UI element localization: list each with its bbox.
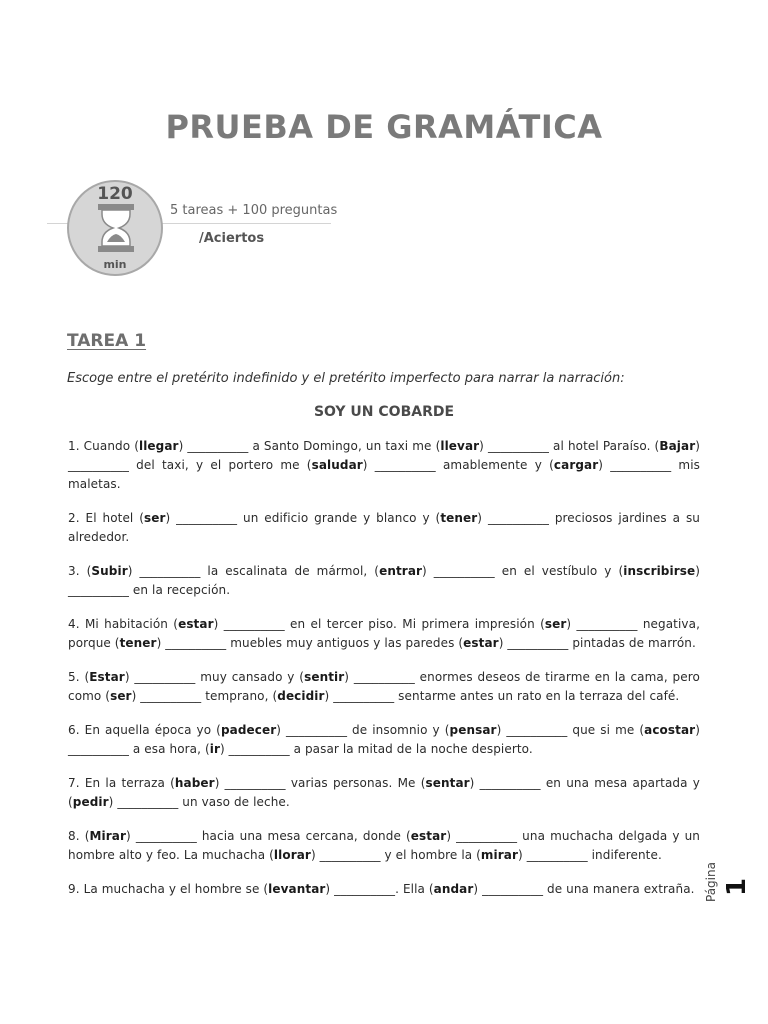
exercise-text: 2. El hotel ( bbox=[68, 511, 144, 525]
exercise-item bbox=[68, 615, 700, 653]
exercise-text: indiferente. bbox=[587, 848, 662, 862]
verb-prompt: llegar bbox=[139, 439, 179, 453]
exercise-text: varias personas. Me ( bbox=[285, 776, 426, 790]
exercise-text: en la recepción. bbox=[129, 583, 231, 597]
exercise-text: ) bbox=[695, 723, 700, 737]
exercise-text: ) bbox=[479, 439, 488, 453]
exercise-text: ) bbox=[219, 742, 229, 756]
hourglass-icon bbox=[97, 204, 135, 252]
verb-prompt: Estar bbox=[89, 670, 125, 684]
exercise-text: ) bbox=[498, 636, 508, 650]
exercise-text: 3. ( bbox=[68, 564, 92, 578]
answer-blank[interactable]: __________ bbox=[187, 439, 249, 453]
exercise-item bbox=[68, 509, 700, 547]
exercise-text: ) bbox=[124, 670, 135, 684]
exercise-item bbox=[68, 437, 700, 494]
exercise-text: muy cansado y ( bbox=[195, 670, 305, 684]
answer-blank[interactable]: __________ bbox=[353, 670, 415, 684]
answer-blank[interactable]: __________ bbox=[228, 742, 290, 756]
exercise-text: 5. ( bbox=[68, 670, 90, 684]
verb-prompt: ser bbox=[544, 617, 567, 631]
exercise-text: ) bbox=[310, 848, 320, 862]
exercise-text: ) bbox=[344, 670, 354, 684]
exercise-text: ) bbox=[213, 617, 224, 631]
exercise-text: negativa, porque ( bbox=[68, 617, 700, 650]
exercise-text: ) bbox=[517, 848, 527, 862]
answer-blank[interactable]: __________ bbox=[456, 829, 518, 843]
exercise-text: ) bbox=[473, 882, 483, 896]
verb-prompt: pensar bbox=[449, 723, 497, 737]
exercise-text: ) bbox=[477, 511, 488, 525]
verb-prompt: acostar bbox=[644, 723, 696, 737]
verb-prompt: ser bbox=[144, 511, 166, 525]
exercise-item bbox=[68, 668, 700, 706]
answer-blank[interactable]: __________ bbox=[334, 882, 396, 896]
exercise-text: ) bbox=[108, 795, 118, 809]
exercise-item bbox=[68, 880, 700, 899]
verb-prompt: haber bbox=[174, 776, 215, 790]
verb-prompt: Mirar bbox=[89, 829, 126, 843]
verb-prompt: tener bbox=[119, 636, 157, 650]
exercise-text: ) bbox=[695, 439, 701, 453]
exercise-text: ) bbox=[446, 829, 457, 843]
answer-blank[interactable]: __________ bbox=[224, 776, 286, 790]
exercise-text: al hotel Paraíso. ( bbox=[549, 439, 660, 453]
exercise-text: a Santo Domingo, un taxi me ( bbox=[248, 439, 441, 453]
page-label: Página bbox=[704, 862, 718, 902]
verb-prompt: estar bbox=[178, 617, 214, 631]
verb-prompt: tener bbox=[440, 511, 478, 525]
exercise-text: 7. En la terraza ( bbox=[68, 776, 175, 790]
answer-blank[interactable]: __________ bbox=[140, 689, 202, 703]
exercise-text: ) bbox=[325, 882, 335, 896]
verb-prompt: llevar bbox=[440, 439, 480, 453]
answer-blank[interactable]: __________ bbox=[68, 583, 129, 597]
answer-blank[interactable]: __________ bbox=[576, 617, 638, 631]
answer-blank[interactable]: __________ bbox=[487, 511, 549, 525]
verb-prompt: pedir bbox=[72, 795, 109, 809]
answer-blank[interactable]: __________ bbox=[68, 458, 129, 472]
page-number: 1 bbox=[722, 877, 752, 896]
exercise-text: sentarme antes un rato en la terraza del café. bbox=[394, 689, 680, 703]
exercise-text: de insomnio y ( bbox=[347, 723, 450, 737]
answer-blank[interactable]: __________ bbox=[135, 829, 197, 843]
exercise-text: 1. Cuando ( bbox=[68, 439, 139, 453]
verb-prompt: andar bbox=[433, 882, 474, 896]
exercise-text: ) bbox=[598, 458, 611, 472]
exercise-text: enormes deseos de tirarme en la cama, pero como ( bbox=[68, 670, 700, 703]
verb-prompt: llorar bbox=[273, 848, 311, 862]
answer-blank[interactable]: __________ bbox=[139, 564, 201, 578]
answer-blank[interactable]: __________ bbox=[333, 689, 395, 703]
exercise-text: preciosos jardines a su alrededor. bbox=[68, 511, 700, 544]
verb-prompt: Bajar bbox=[659, 439, 696, 453]
verb-prompt: saludar bbox=[311, 458, 363, 472]
exercise-text: temprano, ( bbox=[201, 689, 278, 703]
exercise-text: 8. ( bbox=[68, 829, 90, 843]
exercise-text: a esa hora, ( bbox=[129, 742, 210, 756]
verb-prompt: Subir bbox=[91, 564, 128, 578]
answer-blank[interactable]: __________ bbox=[176, 511, 238, 525]
exercise-text: ) bbox=[324, 689, 334, 703]
exercise-list bbox=[68, 437, 700, 914]
exercise-text: ) bbox=[566, 617, 577, 631]
answer-blank[interactable]: __________ bbox=[68, 742, 129, 756]
exercise-text: . Ella ( bbox=[395, 882, 434, 896]
exercise-text: ) bbox=[469, 776, 480, 790]
exercise-text: ) bbox=[276, 723, 287, 737]
exercise-text: pintadas de marrón. bbox=[568, 636, 696, 650]
verb-prompt: ir bbox=[209, 742, 220, 756]
exercise-text: ) bbox=[125, 829, 136, 843]
verb-prompt: sentir bbox=[304, 670, 345, 684]
exercise-text: del taxi, y el portero me ( bbox=[129, 458, 312, 472]
exercise-text: y el hombre la ( bbox=[380, 848, 481, 862]
exercise-text: una muchacha delgada y un hombre alto y feo. La muchacha ( bbox=[68, 829, 700, 862]
exercise-text: ) bbox=[422, 564, 434, 578]
verb-prompt: estar bbox=[410, 829, 447, 843]
exercise-text: la escalinata de mármol, ( bbox=[200, 564, 380, 578]
answer-blank[interactable]: __________ bbox=[488, 439, 549, 453]
exercise-text: en el tercer piso. Mi primera impresión ( bbox=[284, 617, 545, 631]
answer-blank[interactable]: __________ bbox=[479, 776, 541, 790]
exercise-text: a pasar la mitad de la noche despierto. bbox=[289, 742, 533, 756]
verb-prompt: sentar bbox=[425, 776, 470, 790]
exercise-text: hacia una mesa cercana, donde ( bbox=[196, 829, 411, 843]
answer-blank[interactable]: __________ bbox=[117, 795, 179, 809]
exercise-text: 6. En aquella época yo ( bbox=[68, 723, 221, 737]
exercise-text: ) bbox=[496, 723, 507, 737]
verb-prompt: entrar bbox=[379, 564, 423, 578]
exercise-text: 4. Mi habitación ( bbox=[68, 617, 179, 631]
answer-blank[interactable]: __________ bbox=[507, 636, 569, 650]
exercise-text: de una manera extraña. bbox=[543, 882, 695, 896]
verb-prompt: estar bbox=[463, 636, 499, 650]
exercise-text: ) bbox=[695, 564, 701, 578]
page-number-block bbox=[700, 840, 760, 900]
answer-blank[interactable]: __________ bbox=[286, 723, 348, 737]
answer-blank[interactable]: __________ bbox=[165, 636, 227, 650]
exercise-text: ) bbox=[127, 564, 140, 578]
exercise-text: un edificio grande y blanco y ( bbox=[237, 511, 441, 525]
section-heading: TAREA 1 bbox=[67, 331, 147, 351]
exercise-item bbox=[68, 562, 700, 600]
answer-blank[interactable]: __________ bbox=[433, 564, 495, 578]
exercise-text: ) bbox=[156, 636, 166, 650]
answer-blank[interactable]: __________ bbox=[223, 617, 285, 631]
story-title: SOY UN COBARDE bbox=[313, 404, 455, 420]
verb-prompt: mirar bbox=[480, 848, 518, 862]
exercise-text: en una mesa apartada y ( bbox=[68, 776, 700, 809]
exercise-text: ) bbox=[214, 776, 225, 790]
exercise-text: ) bbox=[165, 511, 177, 525]
exercise-item bbox=[68, 827, 700, 865]
answer-blank[interactable]: __________ bbox=[526, 848, 588, 862]
answer-blank[interactable]: __________ bbox=[506, 723, 568, 737]
exercise-text: ) bbox=[131, 689, 141, 703]
exercise-text: ) bbox=[178, 439, 188, 453]
exercise-text: en el vestíbulo y ( bbox=[494, 564, 624, 578]
exercise-text: muebles muy antiguos y las paredes ( bbox=[226, 636, 464, 650]
page-title: PRUEBA DE GRAMÁTICA bbox=[165, 108, 603, 146]
exercise-text: mis maletas. bbox=[68, 458, 700, 491]
verb-prompt: decidir bbox=[277, 689, 325, 703]
time-minutes: 120 bbox=[97, 184, 133, 204]
exercise-text: amablemente y ( bbox=[435, 458, 554, 472]
exercise-text: 9. La muchacha y el hombre se ( bbox=[68, 882, 269, 896]
answer-blank[interactable]: __________ bbox=[134, 670, 196, 684]
section-instructions: Escoge entre el pretérito indefinido y el pretérito imperfecto para narrar la narración: bbox=[67, 371, 625, 386]
verb-prompt: inscribirse bbox=[623, 564, 696, 578]
answer-blank[interactable]: __________ bbox=[319, 848, 381, 862]
verb-prompt: levantar bbox=[268, 882, 326, 896]
tasks-summary: 5 tareas + 100 preguntas bbox=[170, 203, 338, 218]
verb-prompt: ser bbox=[110, 689, 132, 703]
answer-blank[interactable]: __________ bbox=[610, 458, 672, 472]
score-label: /Aciertos bbox=[199, 231, 265, 246]
exercise-text: que si me ( bbox=[567, 723, 645, 737]
exercise-item bbox=[68, 721, 700, 759]
answer-blank[interactable]: __________ bbox=[374, 458, 436, 472]
verb-prompt: padecer bbox=[220, 723, 277, 737]
time-unit: min bbox=[103, 258, 127, 271]
exercise-item bbox=[68, 774, 700, 812]
exercise-text: ) bbox=[362, 458, 375, 472]
time-badge bbox=[67, 180, 163, 276]
exercise-text: un vaso de leche. bbox=[178, 795, 290, 809]
verb-prompt: cargar bbox=[553, 458, 599, 472]
answer-blank[interactable]: __________ bbox=[482, 882, 544, 896]
